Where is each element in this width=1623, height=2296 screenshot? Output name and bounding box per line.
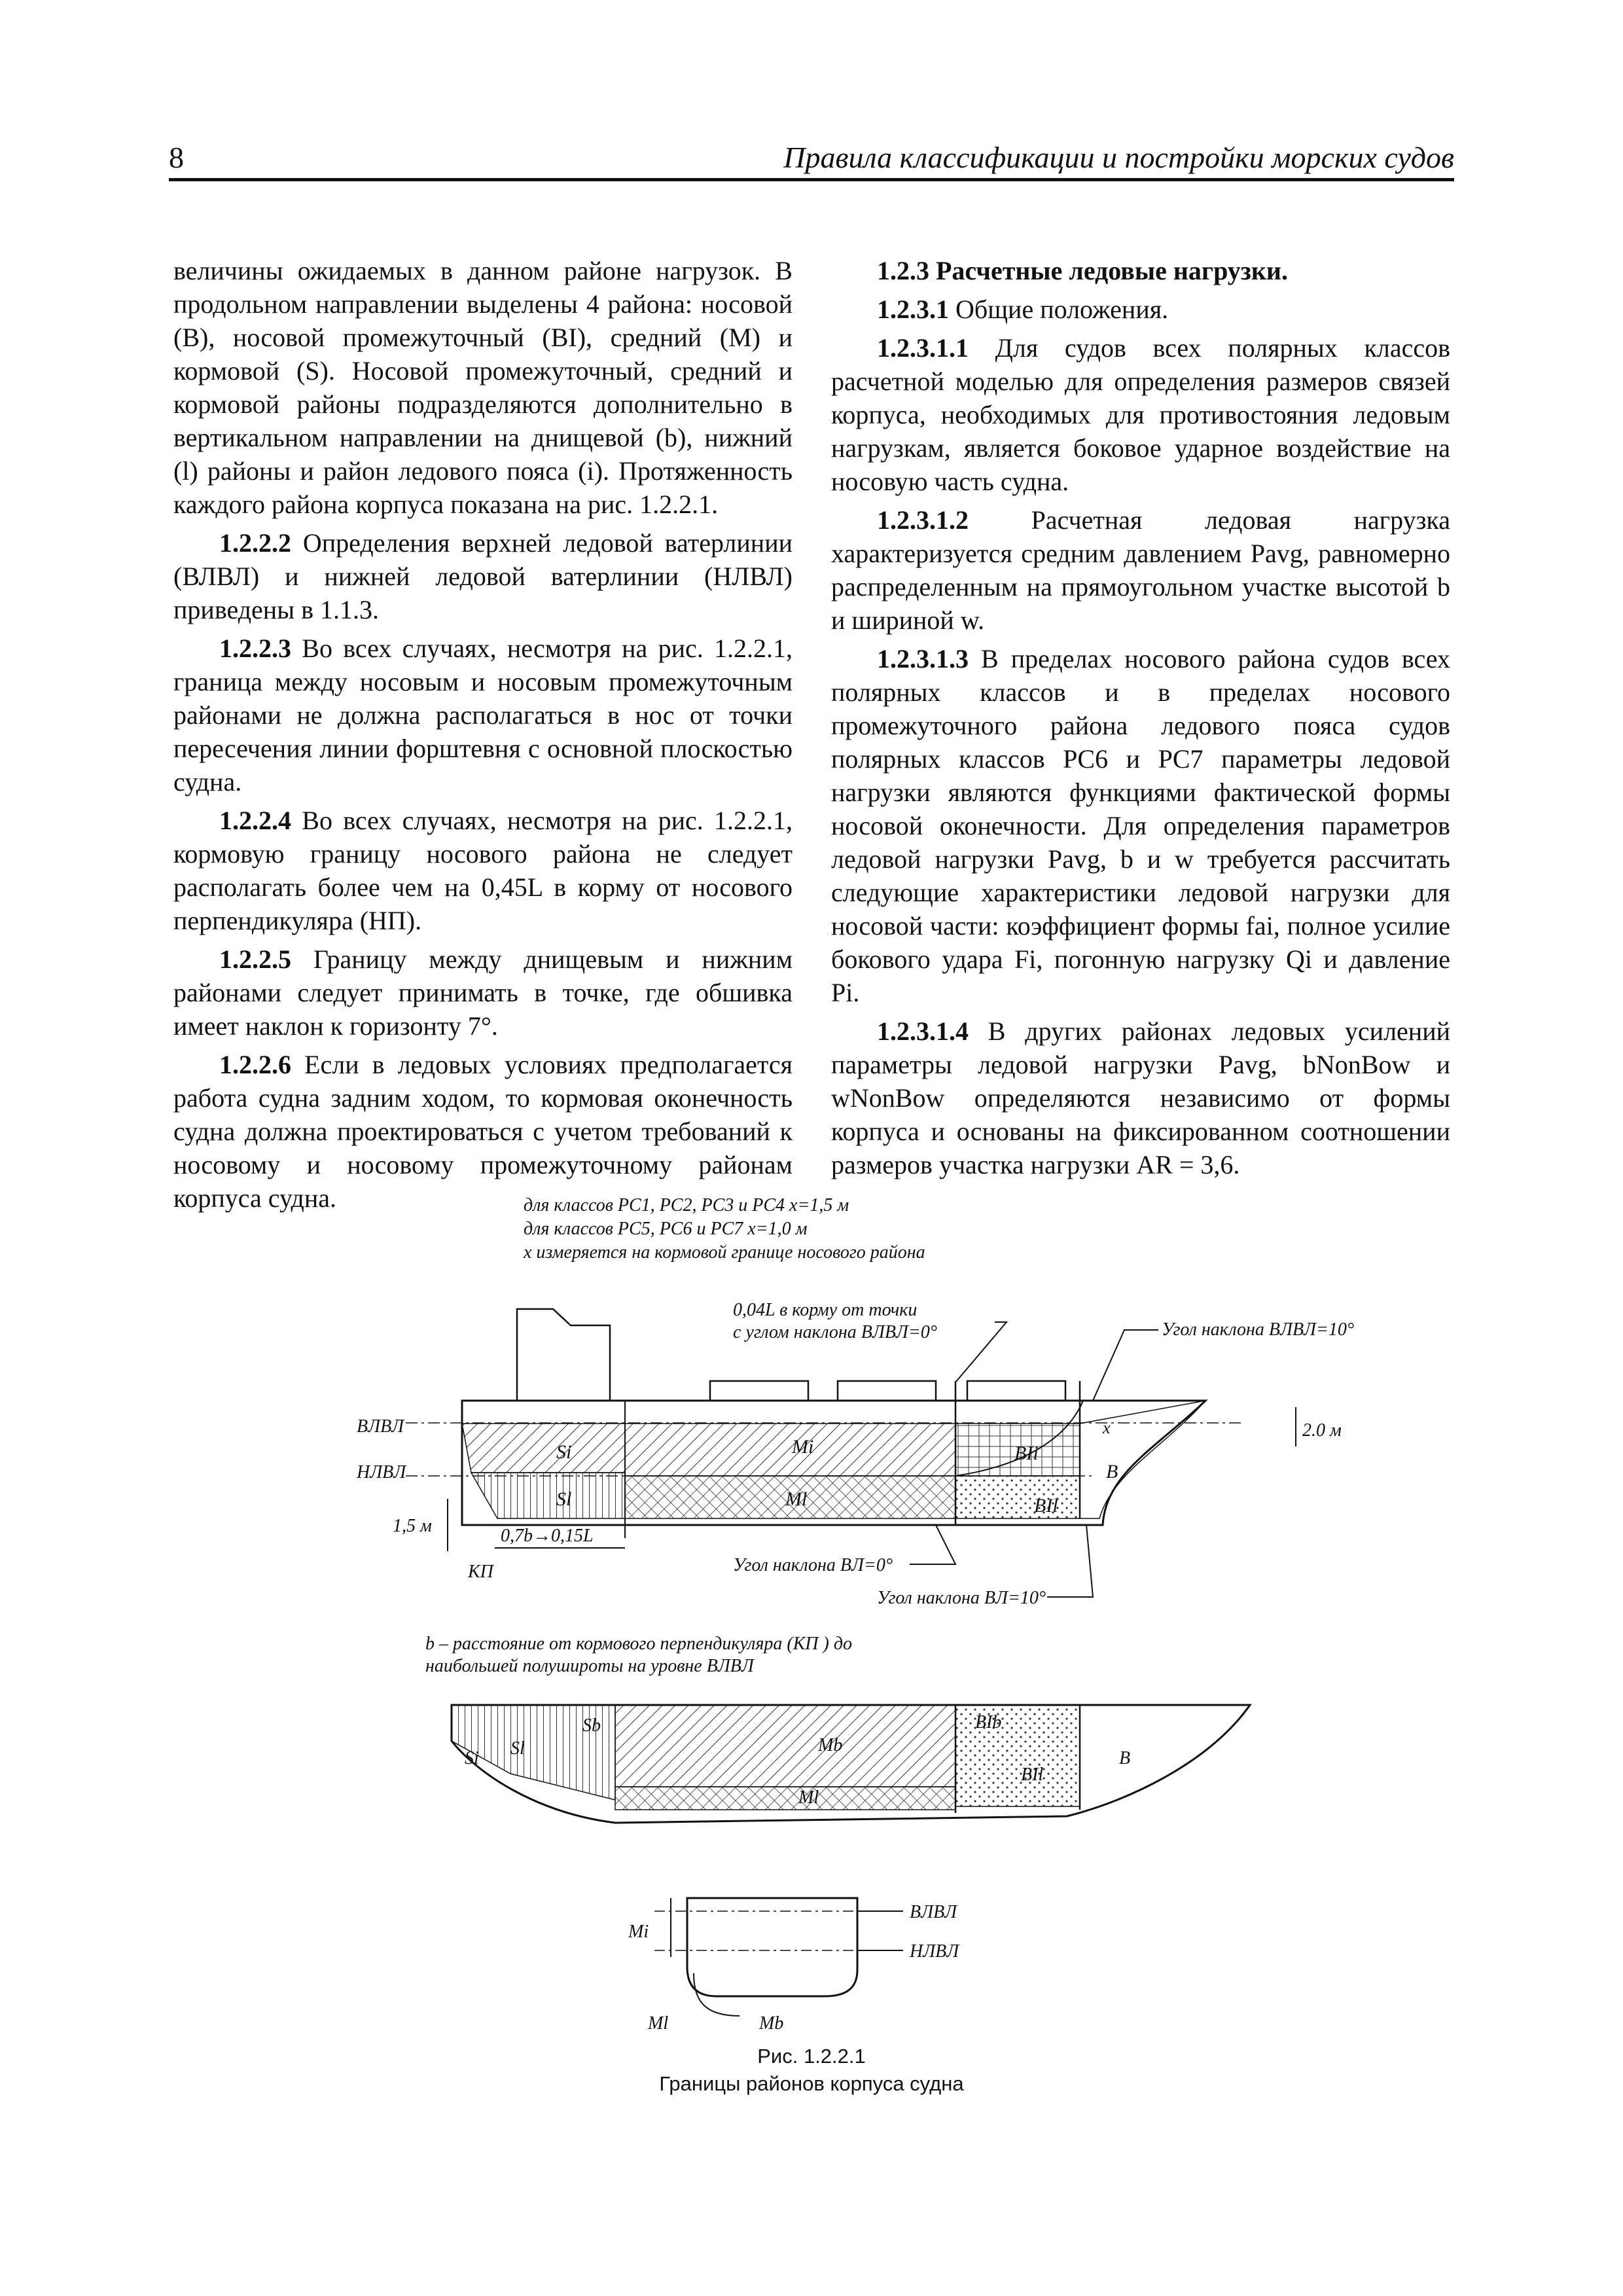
leader-angle-vl-10 xyxy=(1047,1525,1093,1597)
paragraph-text: величины ожидаемых в данном районе нагрузок. В продольном направлении выделены 4 района: носовой (B), носовой промежуточный (BI), средний (M) и кормовой (S). Носовой промежуточный, средний и кормовой районы подразделяются дополнительно в вертикальном направлении на днищевой (b), нижний (l) районы и район ледового пояса (i). Протяженность каждого района корпуса показана на рис. 1.2.2.1. xyxy=(173,256,793,519)
clause-number: 1.2.3.1.1 xyxy=(877,333,969,363)
paragraph-text: Общие положения. xyxy=(949,295,1169,324)
label-b-definition: b – расстояние от кормового перпендикуляра (КП ) до xyxy=(425,1634,853,1654)
superstructure xyxy=(517,1309,610,1401)
label-vlvl: ВЛВЛ xyxy=(357,1416,404,1437)
hatch-cover xyxy=(967,1381,1065,1401)
clause-number: 1.2.3.1.2 xyxy=(877,505,969,535)
label-bil: BIl xyxy=(1034,1495,1058,1516)
figure-caption-number: Рис. 1.2.2.1 xyxy=(757,2045,866,2068)
paragraph-1-2-2-2 xyxy=(173,526,793,626)
leader-004l xyxy=(955,1322,1007,1382)
region-sl xyxy=(471,1473,625,1518)
figure-note-pc1-4: для классов PC1, PC2, PC3 и PC4 x=1,5 м xyxy=(524,1195,849,1215)
figure-note-pc5-7: для классов PC5, PC6 и PC7 x=1,0 м xyxy=(524,1219,808,1239)
label-b-definition-2: наибольшей полуширoты на уровне ВЛВЛ xyxy=(425,1656,754,1676)
cross-section xyxy=(687,1898,857,1996)
right-column xyxy=(831,254,1450,1181)
label-angle-vl-10: Угол наклона ВЛ=10° xyxy=(877,1588,1046,1608)
label-nlvl: НЛВЛ xyxy=(357,1462,406,1482)
paragraph-text: В других районах ледовых усилений параметры ледовой нагрузки Pavg, bNonBow и wNonBow определяются независимо от формы корпуса и основаны на фиксированном соотношении размеров участка нагрузки AR = 3,6. xyxy=(831,1016,1450,1179)
paragraph-text: В пределах носового района судов всех полярных классов и в пределах носового промежуточного района ледового пояса судов полярных классов PC6 и PC7 параметры ледовой нагрузки являются функциями фактической формы носовой оконечности. Для определения параметров ледовой нагрузки Pavg, b и w требуется рассчитать следующие характеристики ледовой нагрузки для носовой части: коэффициент формы fai, полное усилие бокового удара Fi, погонную нагрузку Qi и давление Pi. xyxy=(831,644,1450,1007)
hatch-cover xyxy=(838,1381,936,1401)
section-label-mb: Mb xyxy=(759,2013,784,2034)
plan-label-mb: Mb xyxy=(818,1735,843,1755)
paragraph-continued xyxy=(173,254,793,521)
label-2-0m: 2.0 м xyxy=(1302,1420,1342,1441)
figure-note-x-measure: x измеряется на кормовой границе носового района xyxy=(524,1242,925,1263)
section-label-mi: Mi xyxy=(628,1922,649,1942)
clause-number: 1.2.3.1.4 xyxy=(877,1016,969,1046)
label-bii: BIi xyxy=(1014,1443,1039,1464)
region-bil xyxy=(955,1476,1080,1518)
label-x: x xyxy=(1103,1418,1111,1437)
clause-number: 1.2.3.1 xyxy=(877,295,949,324)
left-column xyxy=(173,254,793,1215)
clause-number: 1.2.2.3 xyxy=(219,634,291,663)
plan-label-sb: Sb xyxy=(582,1715,601,1736)
paragraph-1-2-3-1-1 xyxy=(831,331,1450,498)
plan-label-ml: Ml xyxy=(798,1787,819,1808)
section-heading-text: Расчетные ледовые нагрузки. xyxy=(929,256,1288,285)
label-mi: Mi xyxy=(792,1436,814,1458)
paragraph-1-2-3-1 xyxy=(831,293,1450,326)
leader-angle-vlvl-10 xyxy=(1093,1330,1158,1401)
label-range: 0,7b→0,15L xyxy=(501,1526,594,1546)
label-b: B xyxy=(1106,1461,1118,1482)
paragraph-text: Границу между днищевым и нижним районами следует принимать в точке, где обшивка имеет наклон к горизонту 7°. xyxy=(173,944,793,1041)
plan-region-mb xyxy=(615,1705,955,1787)
leader-angle-vl-0 xyxy=(910,1525,955,1564)
hull-areas-figure xyxy=(340,1185,1453,2179)
plan-region-ml xyxy=(615,1787,955,1810)
region-si xyxy=(462,1424,625,1473)
paragraph-text: Если в ледовых условиях предполагается работа судна задним ходом, то кормовая оконечность судна должна проектироваться с учетом требований к носовому и носовому промежуточному районам корпуса судна. xyxy=(173,1050,793,1213)
paragraph-1-2-2-3 xyxy=(173,632,793,798)
label-ml: Ml xyxy=(785,1488,808,1510)
paragraph-1-2-2-4 xyxy=(173,804,793,937)
label-1-5m: 1,5 м xyxy=(393,1516,432,1536)
plan-label-si: Si xyxy=(465,1748,479,1768)
paragraph-1-2-3-1-4 xyxy=(831,1014,1450,1181)
plan-label-sl: Sl xyxy=(510,1738,525,1759)
clause-number: 1.2.2.6 xyxy=(219,1050,291,1079)
plan-label-bib: BIb xyxy=(975,1712,1002,1732)
paragraph-1-2-3-1-3 xyxy=(831,642,1450,1009)
page-number: 8 xyxy=(169,141,184,174)
section-heading-1-2-3 xyxy=(831,254,1450,287)
clause-number: 1.2.2.2 xyxy=(219,528,291,558)
clause-number: 1.2.2.4 xyxy=(219,806,291,835)
paragraph-text: Для судов всех полярных классов расчетной моделью для определения размеров связей корпуса, необходимых для противостояния ледовым нагрузкам, является боковое ударное воздействие на носовую часть судна. xyxy=(831,333,1450,496)
label-angle-vlvl-10: Угол наклона ВЛВЛ=10° xyxy=(1162,1319,1355,1340)
paragraph-1-2-3-1-2 xyxy=(831,503,1450,637)
paragraph-text: Расчетная ледовая нагрузка характеризуется средним давлением Pavg, равномерно распределенным на прямоугольном участке высотой b и шириной w. xyxy=(831,505,1450,635)
clause-number: 1.2.3 xyxy=(877,256,929,285)
paragraph-1-2-2-5 xyxy=(173,942,793,1043)
plan-label-bil: BIl xyxy=(1021,1765,1044,1785)
hatch-cover xyxy=(710,1381,808,1401)
header-rule xyxy=(169,178,1454,181)
section-label-vlvl: ВЛВЛ xyxy=(910,1902,957,1922)
label-004l-angle: с углом наклона ВЛВЛ=0° xyxy=(733,1322,937,1342)
paragraph-text: Во всех случаях, несмотря на рис. 1.2.2.1, граница между носовым и носовым промежуточным районами не должна располагаться в нос от точки пересечения линии форштевня с основной плоскостью судна. xyxy=(173,634,793,797)
running-title: Правила классификации и постройки морских судов xyxy=(783,141,1454,174)
plan-region-bil xyxy=(955,1705,1080,1806)
paragraph-text: Во всех случаях, несмотря на рис. 1.2.2.1, кормовую границу носового района не следует располагать более чем на 0,45L в корму от носового перпендикуляра (НП). xyxy=(173,806,793,935)
figure-caption-title: Границы районов корпуса судна xyxy=(659,2072,964,2095)
label-angle-vl-0: Угол наклона ВЛ=0° xyxy=(733,1555,893,1575)
section-label-ml: Ml xyxy=(648,2013,669,2034)
label-si: Si xyxy=(556,1441,572,1463)
clause-number: 1.2.2.5 xyxy=(219,944,291,974)
clause-number: 1.2.3.1.3 xyxy=(877,644,969,673)
section-label-nlvl: НЛВЛ xyxy=(910,1941,959,1962)
paragraph-text: Определения верхней ледовой ватерлинии (ВЛВЛ) и нижней ледовой ватерлинии (НЛВЛ) приведены в 1.1.3. xyxy=(173,528,793,624)
plan-label-b: B xyxy=(1119,1748,1131,1768)
region-mi xyxy=(625,1424,955,1476)
label-sl: Sl xyxy=(556,1488,572,1510)
label-kp: КП xyxy=(468,1562,493,1582)
label-004l: 0,04L в корму от точки xyxy=(733,1300,918,1320)
